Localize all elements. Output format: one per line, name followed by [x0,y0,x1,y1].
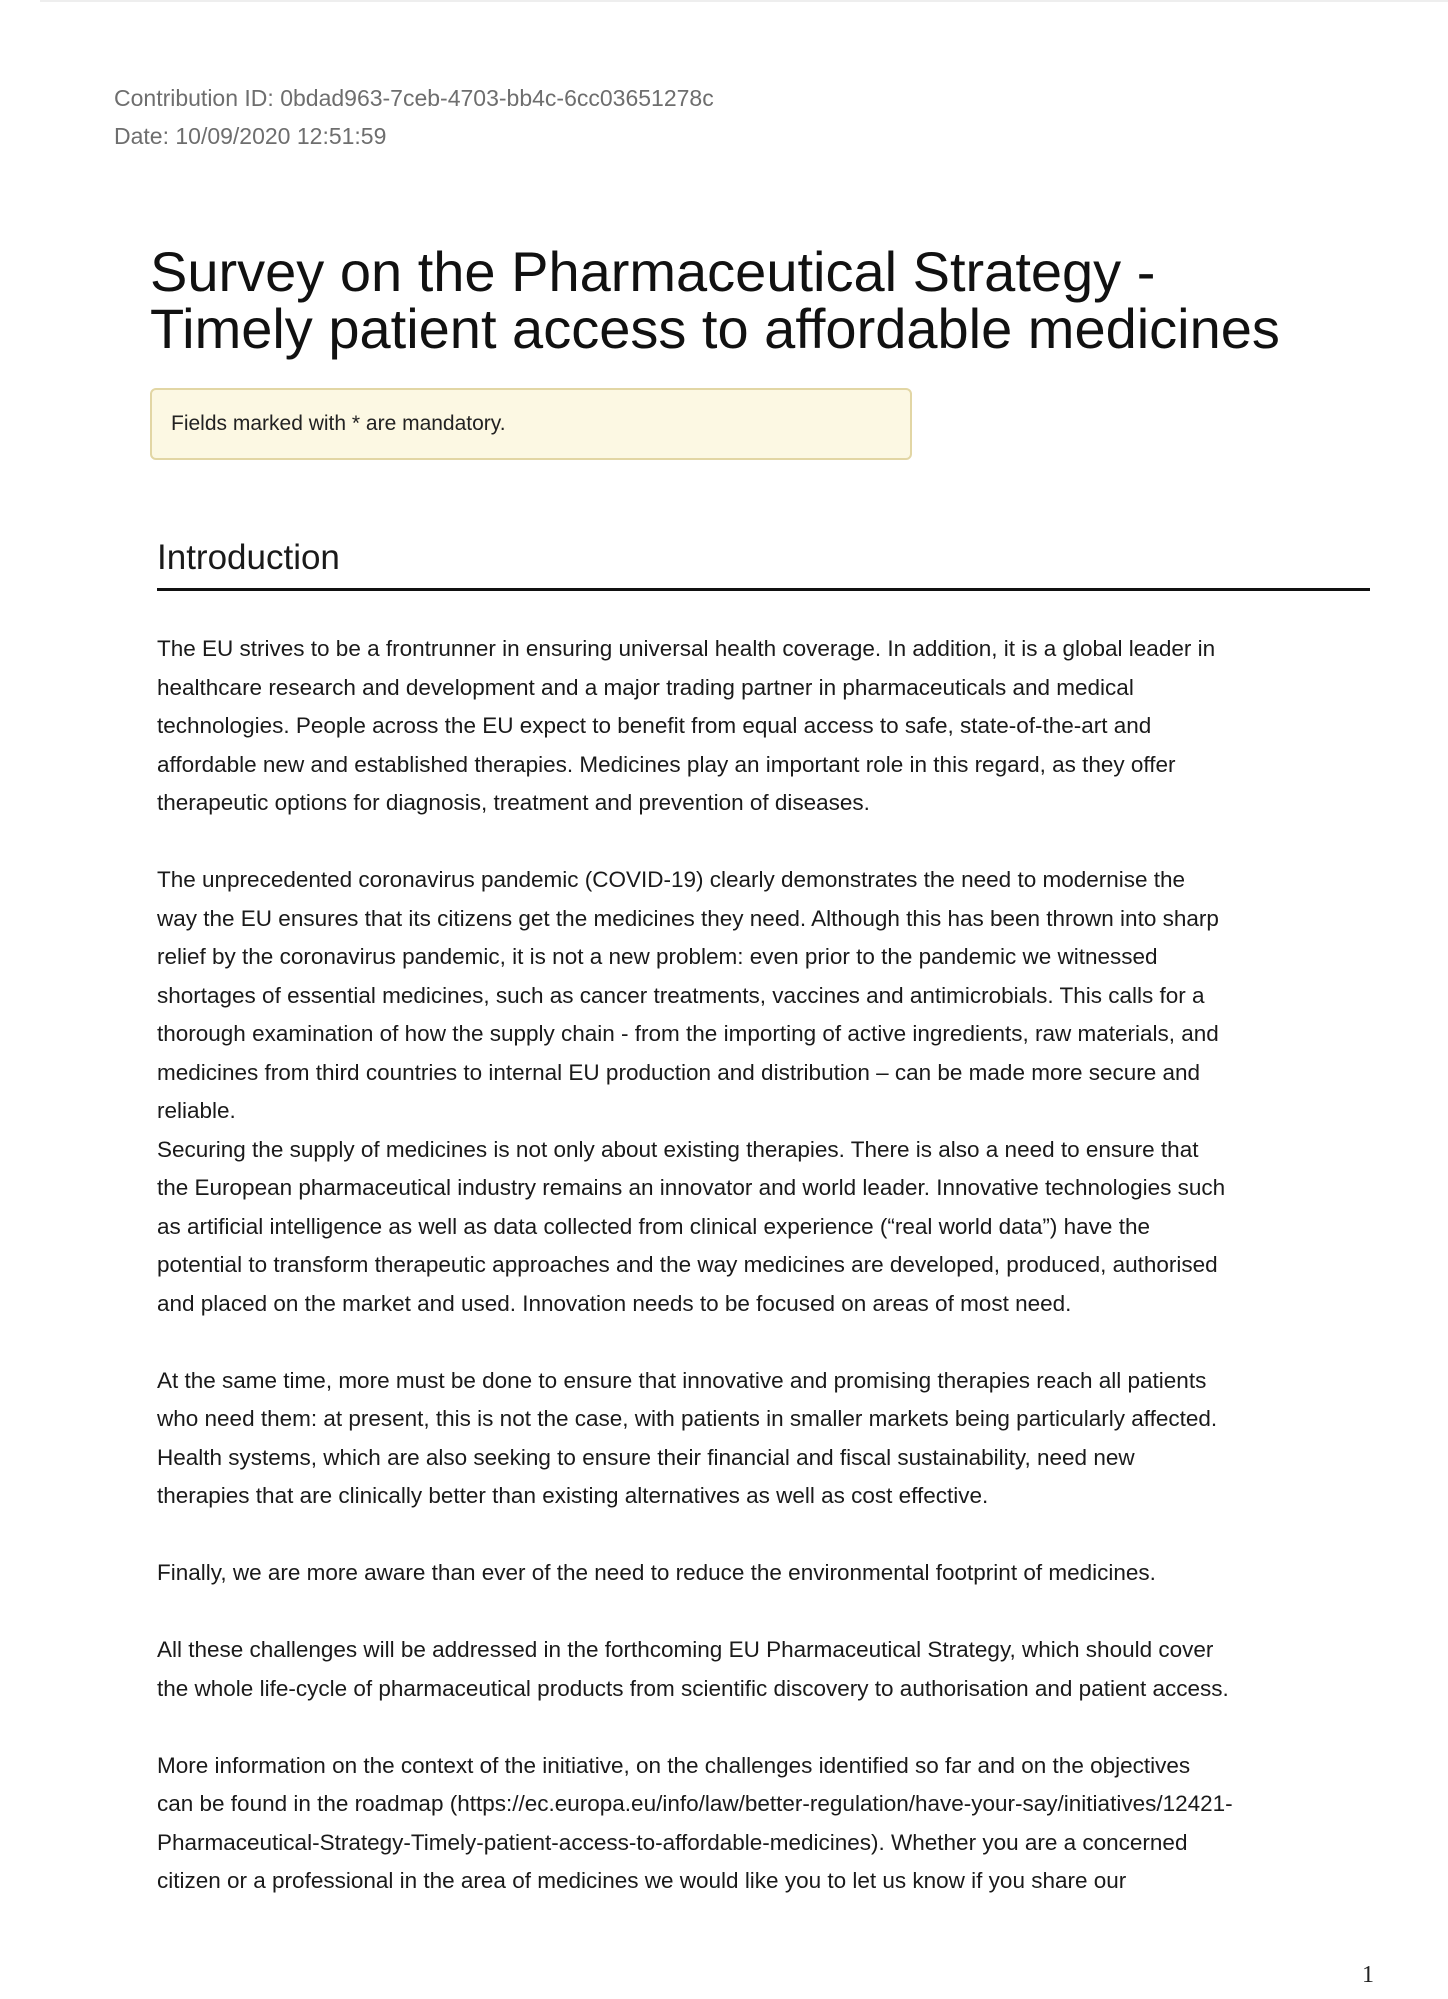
paragraph-line: relief by the coronavirus pandemic, it is not a new problem: even prior to the pandemic we witnessed [157,944,1158,969]
paragraph-line: technologies. People across the EU expect to benefit from equal access to safe, state-of-the-art and [157,713,1152,738]
page-title [150,240,1400,360]
paragraph-line: thorough examination of how the supply chain - from the importing of active ingredients, raw materials, and [157,1021,1219,1046]
paragraph-line: citizen or a professional in the area of medicines we would like you to let us know if you share our [157,1868,1127,1893]
paragraph-line: the European pharmaceutical industry remains an innovator and world leader. Innovative technologies such [157,1175,1226,1200]
paragraph-line: potential to transform therapeutic approaches and the way medicines are developed, produced, authorised [157,1252,1218,1277]
mandatory-fields-notice: Fields marked with * are mandatory. [150,388,912,460]
page-title-line-1: Survey on the Pharmaceutical Strategy - [150,240,1156,303]
introduction-body [157,630,1387,1901]
paragraph-line: therapeutic options for diagnosis, treatment and prevention of diseases. [157,790,870,815]
paragraph-line: Finally, we are more aware than ever of the need to reduce the environmental footprint of medicines. [157,1560,1156,1585]
paragraph-line: More information on the context of the initiative, on the challenges identified so far and on the objectives [157,1752,1191,1778]
paragraph-line: the whole life-cycle of pharmaceutical products from scientific discovery to authorisation and patient access. [157,1675,1229,1701]
paragraph-line: shortages of essential medicines, such as cancer treatments, vaccines and antimicrobials. This calls for a [157,982,1205,1008]
contribution-date: Date: 10/09/2020 12:51:59 [114,123,387,149]
paragraph-line: affordable new and established therapies. Medicines play an important role in this regard, as they offer [157,751,1176,777]
paragraph-line: The EU strives to be a frontrunner in ensuring universal health coverage. In addition, it is a global leader in [157,636,1216,661]
page-number: 1 [1362,1962,1374,1988]
paragraph-line: Pharmaceutical-Strategy-Timely-patient-access-to-affordable-medicines). Whether you are a concerned [157,1829,1188,1855]
introduction-heading-rule [157,588,1370,591]
paragraph-line: Health systems, which are also seeking to ensure their financial and fiscal sustainability, need new [157,1444,1135,1470]
paragraph-line: medicines from third countries to internal EU production and distribution – can be made more secure and [157,1059,1201,1085]
paragraph-5 [157,1554,1387,1593]
paragraph-6 [157,1631,1387,1708]
paragraph-line: The unprecedented coronavirus pandemic (COVID-19) clearly demonstrates the need to modernise the [157,867,1186,892]
paragraph-line: reliable. [157,1098,236,1123]
paragraph-line: healthcare research and development and a major trading partner in pharmaceuticals and medical [157,674,1134,700]
paragraph-line: as artificial intelligence as well as data collected from clinical experience (“real world data”) have the [157,1213,1150,1239]
paragraph-line: Securing the supply of medicines is not only about existing therapies. There is also a need to ensure that [157,1136,1199,1162]
paragraph-line: who need them: at present, this is not the case, with patients in smaller markets being particularly affected. [157,1406,1218,1431]
paragraph-1 [157,630,1387,823]
paragraph-line: therapies that are clinically better than existing alternatives as well as cost effective. [157,1483,989,1508]
paragraph-line: At the same time, more must be done to ensure that innovative and promising therapies reach all patients [157,1367,1207,1393]
page-title-line-2: Timely patient access to affordable medicines [150,297,1280,360]
contribution-meta [114,79,714,155]
paragraph-7 [157,1747,1387,1901]
paragraph-line: can be found in the roadmap (https://ec.europa.eu/info/law/better-regulation/have-your-say/initiatives/12421- [157,1791,1233,1816]
paragraph-line: All these challenges will be addressed in the forthcoming EU Pharmaceutical Strategy, which should cover [157,1637,1214,1662]
page-top-border [40,0,1448,2]
paragraph-3 [157,1131,1387,1324]
contribution-id: Contribution ID: 0bdad963-7ceb-4703-bb4c-6cc03651278c [114,85,714,111]
paragraph-line: and placed on the market and used. Innovation needs to be focused on areas of most need. [157,1290,1072,1316]
paragraph-4 [157,1362,1387,1516]
introduction-heading: Introduction [157,538,340,577]
paragraph-line: way the EU ensures that its citizens get the medicines they need. Although this has been thrown into sharp [157,905,1219,931]
paragraph-2 [157,861,1387,1131]
